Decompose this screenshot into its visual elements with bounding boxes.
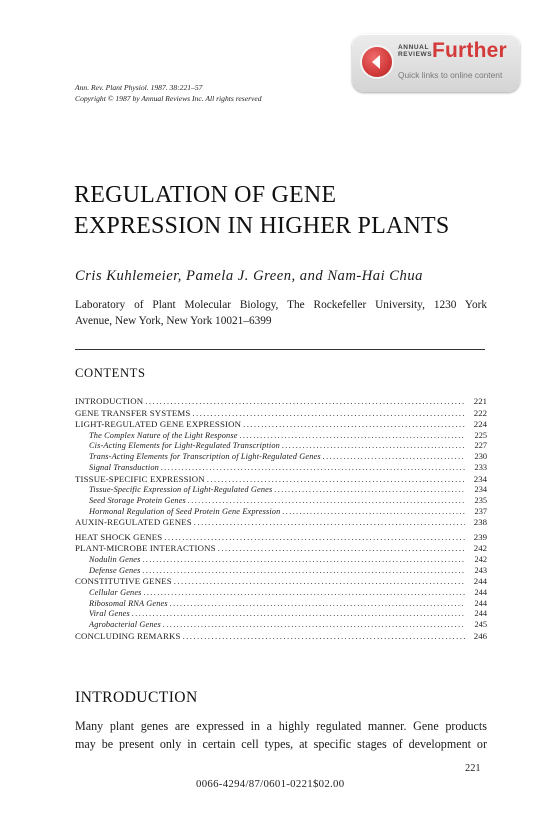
toc-entry-title: HEAT SHOCK GENES [75,531,163,542]
toc-dot-leader [161,463,465,472]
toc-dot-leader [323,452,465,461]
toc-dot-leader [274,485,465,494]
toc-entry-title: Ribosomal RNA Genes [89,598,168,608]
toc-page-number: 239 [473,531,487,542]
toc-page-number: 225 [474,430,487,440]
toc-subentry[interactable] [75,441,487,452]
toc-page-number: 244 [473,576,487,587]
toc-entry-title: Trans-Acting Elements for Transcription of Light-Regulated Genes [89,452,321,462]
toc-page-number: 243 [474,565,487,575]
toc-dot-leader [132,609,465,618]
toc-entry[interactable] [75,631,487,643]
toc-entry[interactable] [75,474,487,486]
toc-dot-leader [194,517,465,527]
toc-entry-title: Viral Genes [89,609,130,619]
page-number: 221 [465,763,481,774]
toc-page-number: 234 [474,485,487,495]
toc-dot-leader [218,543,465,553]
toc-page-number: 224 [473,419,487,430]
toc-subentry[interactable] [75,555,487,566]
toc-dot-leader [144,588,465,597]
toc-page-number: 245 [474,620,487,629]
journal-reference [75,83,262,104]
toc-dot-leader [243,419,465,429]
title-line-2: EXPRESSION IN HIGHER PLANTS [74,213,450,239]
intro-line-1: Many plant genes are expressed in a highly regulated manner. Gene products [75,719,487,733]
title-line-1: REGULATION OF GENE [74,182,337,208]
toc-entry-title: Signal Transduction [89,462,159,472]
toc-entry[interactable] [75,396,487,408]
toc-entry[interactable] [75,408,487,420]
toc-page-number: 227 [474,441,487,451]
toc-subentry[interactable] [75,609,487,620]
toc-entry-title: Cellular Genes [89,587,142,597]
toc-page-number: 242 [474,554,487,564]
article-title [74,180,449,242]
toc-dot-leader [174,576,465,586]
toc-page-number: 237 [474,506,487,516]
toc-entry-title: PLANT-MICROBE INTERACTIONS [75,543,216,554]
toc-entry-title: LIGHT-REGULATED GENE EXPRESSION [75,419,242,430]
toc-entry-title: Defense Genes [89,565,141,575]
toc-entry[interactable] [75,532,487,544]
toc-entry[interactable] [75,419,487,431]
toc-dot-leader [240,431,465,440]
annual-reviews-wordmark [398,44,432,58]
toc-entry-title: Tissue-Specific Expression of Light-Regulated Genes [89,485,273,495]
toc-page-number: 235 [474,495,487,505]
toc-page-number: 244 [474,598,487,608]
badge-line1: ANNUAL [398,44,430,51]
toc-entry[interactable] [75,517,487,529]
toc-page-number: 238 [473,517,487,528]
toc-entry-title: Hormonal Regulation of Seed Protein Gene Expression [89,506,281,516]
toc-subentry[interactable] [75,463,487,474]
toc-entry[interactable] [75,576,487,588]
toc-entry-title: CONSTITUTIVE GENES [75,576,172,587]
section-divider [75,349,485,350]
affiliation-line-2: Avenue, New York, New York 10021–6399 [75,315,272,327]
toc-subentry[interactable] [75,507,487,518]
toc-subentry[interactable] [75,599,487,610]
journal-line: Ann. Rev. Plant Physiol. 1987. 38:221–57 [75,83,203,92]
contents-heading: CONTENTS [75,366,146,380]
introduction-heading: INTRODUCTION [75,689,198,706]
toc-page-number: 234 [473,473,487,484]
toc-subentry[interactable] [75,485,487,496]
toc-dot-leader [143,555,466,564]
toc-entry-title: TISSUE-SPECIFIC EXPRESSION [75,473,205,484]
toc-page-number: 244 [474,587,487,597]
toc-page-number: 244 [474,609,487,619]
toc-dot-leader [145,396,465,406]
article-code: 0066-4294/87/0601-0221$02.00 [196,778,345,790]
introduction-paragraph [75,718,487,753]
toc-page-number: 221 [473,396,487,406]
toc-dot-leader [282,441,465,450]
affiliation-line-1: Laboratory of Plant Molecular Biology, The Rockefeller University, 1230 York [75,299,487,311]
annual-reviews-further-badge[interactable] [352,34,520,92]
toc-subentry[interactable] [75,566,487,577]
toc-subentry[interactable] [75,496,487,507]
toc-entry-title: INTRODUCTION [75,396,144,406]
toc-dot-leader [192,408,465,418]
toc-entry-title: CONCLUDING REMARKS [75,630,181,641]
table-of-contents [75,396,487,642]
toc-entry-title: GENE TRANSFER SYSTEMS [75,407,191,418]
toc-page-number: 246 [473,630,487,641]
copyright-line: Copyright © 1987 by Annual Reviews Inc. All rights reserved [75,93,262,103]
toc-subentry[interactable] [75,620,487,631]
toc-dot-leader [142,566,465,575]
article-authors: Cris Kuhlemeier, Pamela J. Green, and Nam-Hai Chua [75,268,423,284]
toc-entry-title: Agrobacterial Genes [89,620,161,629]
toc-subentry[interactable] [75,588,487,599]
badge-further-word: Further [432,39,507,62]
toc-dot-leader [170,599,465,608]
toc-dot-leader [207,474,465,484]
toc-dot-leader [282,507,465,516]
toc-dot-leader [188,496,465,505]
toc-page-number: 242 [473,543,487,554]
toc-entry-title: Seed Storage Protein Genes [89,495,186,505]
toc-entry-title: The Complex Nature of the Light Response [89,430,238,440]
toc-dot-leader [163,620,465,629]
toc-page-number: 230 [474,452,487,462]
toc-page-number: 233 [474,462,487,472]
toc-subentry[interactable] [75,452,487,463]
toc-entry-title: AUXIN-REGULATED GENES [75,517,192,528]
play-arrow-icon [362,47,392,77]
intro-line-2: may be present only in certain cell types, at specific stages of development or [75,736,487,751]
toc-entry[interactable] [75,543,487,555]
toc-page-number: 222 [473,407,487,418]
toc-entry-title: Cis-Acting Elements for Light-Regulated Transcription [89,441,280,451]
toc-dot-leader [164,532,465,542]
badge-tagline: Quick links to online content [398,70,503,80]
author-affiliation [75,297,487,329]
toc-dot-leader [183,631,465,641]
toc-entry-title: Nodulin Genes [89,554,141,564]
badge-line2: REVIEWS [398,51,433,58]
toc-subentry[interactable] [75,431,487,442]
